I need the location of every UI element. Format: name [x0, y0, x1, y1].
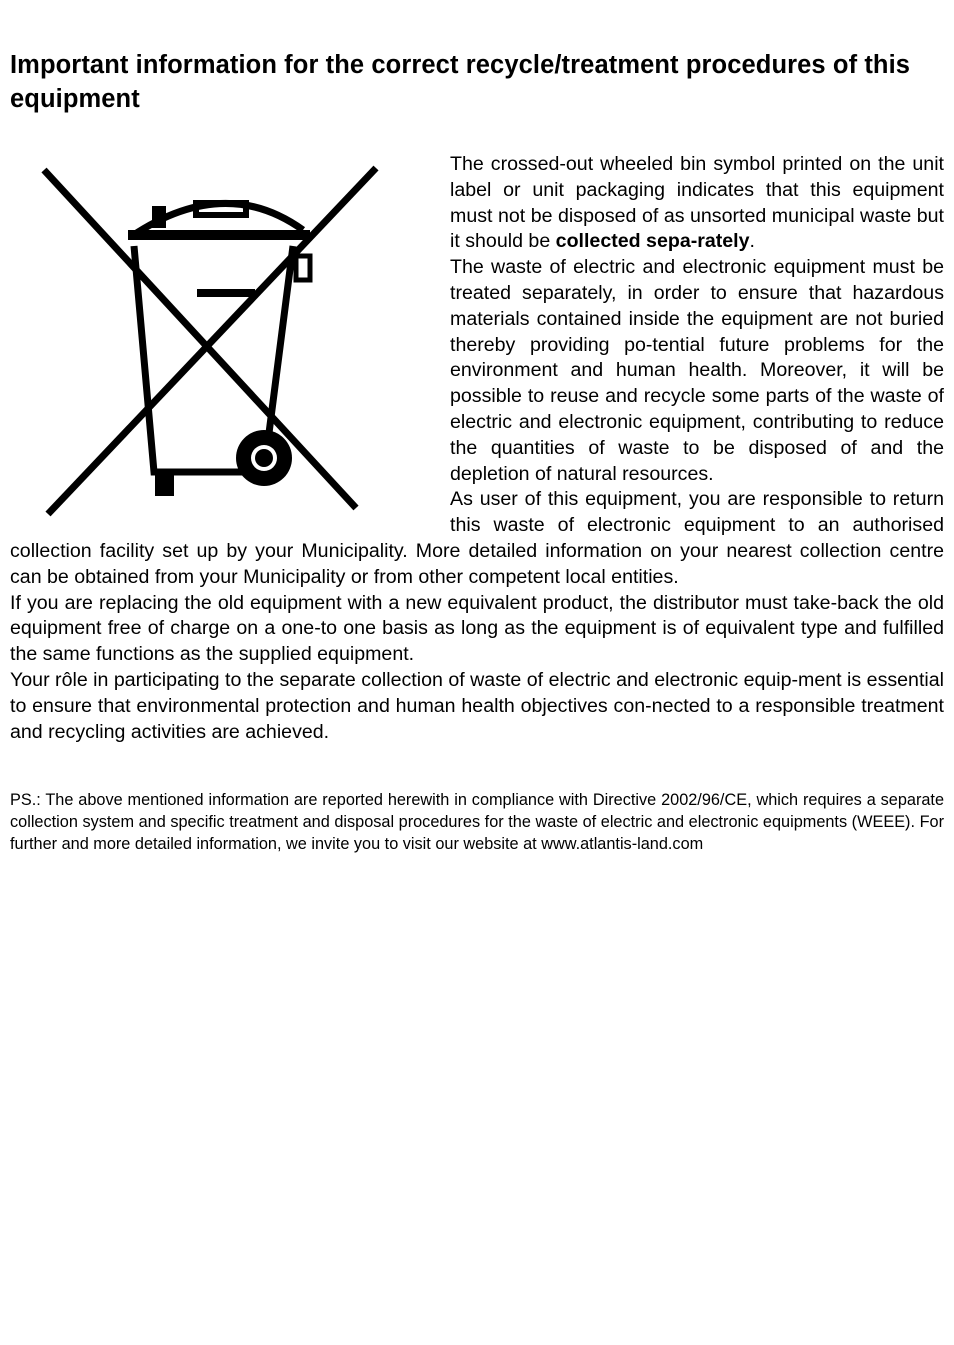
- lid-bar: [128, 230, 310, 240]
- side-clip: [296, 256, 310, 280]
- weee-symbol-graphic: [10, 152, 410, 538]
- bin-foot: [155, 472, 174, 496]
- document-body: [10, 152, 944, 745]
- paragraph-user-role: Your rôle in participating to the separate collection of waste of electric and electronic equip-ment is essential to ensure that environmental protection and human health objectives con-nected to a responsible treatment and recycling activities are achieved.: [10, 668, 944, 743]
- paragraph-user-responsibility: As user of this equipment, you are responsible to return this waste of electronic equipment to an authorised collection facility set up by your Municipality. More detailed information on your nearest collection centre can be obtained from your Municipality or from other competent local entities.: [10, 488, 944, 588]
- paragraph-take-back: If you are replacing the old equipment with a new equivalent product, the distributor must take-back the old equipment free of charge on a one-to one basis as long as the equipment is of equivalent type and fulfilled the same functions as the supplied equipment.: [10, 591, 944, 666]
- bin-label: [197, 289, 255, 297]
- cross-line-2: [48, 168, 376, 514]
- ps-note: PS.: The above mentioned information are reported herewith in compliance with Directive 2002/96/CE, which requires a separate collection system and specific treatment and disposal procedures for the waste of electric and electronic equipments (WEEE). For further and more detailed information, we invite you to visit our website at www.atlantis-land.com: [10, 791, 944, 854]
- paragraph-bin-symbol-end: .: [749, 230, 755, 253]
- crossed-out-wheeled-bin-icon: [10, 152, 430, 538]
- paragraph-separate-treatment: The waste of electric and electronic equipment must be treated separately, in order to ensure that hazardous materials contained inside the equipment are not buried thereby providing po-tential future problems for the environment and human health. Moreover, it will be possible to reuse and recycle some parts of the waste of electric and electronic equipment, contributing to reduce the quantities of waste to be disposed of and the depletion of natural resources.: [450, 256, 944, 485]
- paragraph-bin-symbol-text: The crossed-out wheeled bin symbol printed on the unit label or unit packaging indicates that this equipment must not be disposed of as unsorted municipal waste but it should be: [450, 153, 944, 253]
- collected-separately-emphasis: collected sepa-rately: [555, 230, 750, 253]
- wheel-hub: [255, 449, 273, 467]
- page-title: Important information for the correct recycle/treatment procedures of this equipment: [10, 51, 911, 113]
- document-page: [10, 0, 944, 872]
- cross-line-1: [44, 170, 356, 508]
